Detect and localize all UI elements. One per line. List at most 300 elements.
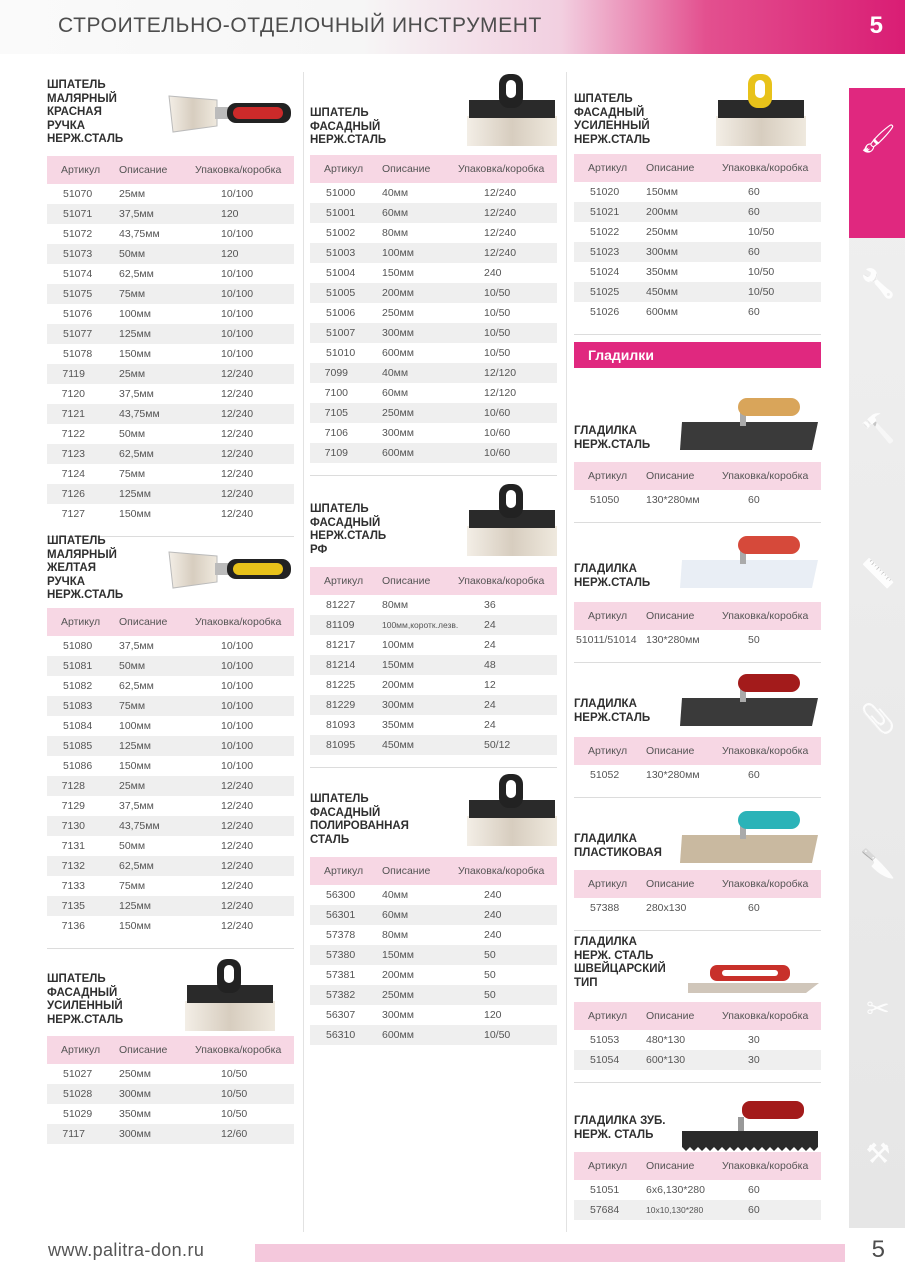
cell-desc: 6х6,130*280	[646, 1184, 705, 1196]
cell-desc: 250мм	[382, 307, 414, 319]
cell-sku: 51073	[63, 248, 93, 260]
cell-pack: 10/100	[221, 640, 254, 652]
cell-sku: 51077	[63, 328, 93, 340]
header-sku: Артикул	[324, 575, 364, 587]
product-table	[310, 155, 557, 463]
cell-sku: 51022	[590, 226, 620, 238]
cell-desc: 10х10,130*280	[646, 1205, 704, 1215]
cell-desc: 300мм	[119, 1088, 151, 1100]
product-table	[47, 156, 294, 524]
knife-icon[interactable]: 🔪	[860, 847, 896, 879]
cell-sku: 7135	[61, 900, 85, 912]
product-table	[574, 737, 821, 785]
facade-spatula-polished-icon	[465, 770, 560, 853]
table-row	[574, 262, 821, 282]
cell-desc: 37,5мм	[119, 800, 154, 812]
table-row	[310, 443, 557, 463]
cell-desc: 75мм	[119, 288, 146, 300]
table-row	[47, 344, 294, 364]
table-row	[47, 304, 294, 324]
pruner-icon[interactable]: ✂	[866, 992, 890, 1024]
table-row	[47, 836, 294, 856]
cell-pack: 60	[748, 1204, 760, 1216]
table-header	[310, 857, 557, 885]
cell-pack: 10/50	[748, 286, 775, 298]
cell-pack: 12/240	[221, 368, 254, 380]
cell-pack: 24	[484, 699, 496, 711]
header-sku: Артикул	[588, 610, 628, 622]
product-title: ГЛАДИЛКА НЕРЖ.СТАЛЬ	[574, 425, 651, 451]
cell-sku: 81095	[326, 739, 356, 751]
cell-sku: 51082	[63, 680, 93, 692]
footer-url[interactable]: www.palitra-don.ru	[48, 1240, 205, 1260]
product-title: ШПАТЕЛЬ ФАСАДНЫЙ УСИЛЕННЫЙ НЕРЖ.СТАЛЬ	[574, 93, 651, 146]
table-header	[574, 154, 821, 182]
cell-sku: 51085	[63, 740, 93, 752]
cell-pack: 10/100	[221, 348, 254, 360]
cell-sku: 51023	[590, 246, 620, 258]
cell-sku: 7136	[61, 920, 85, 932]
cell-pack: 240	[484, 929, 502, 941]
cell-pack: 12/240	[221, 900, 254, 912]
cell-sku: 81227	[326, 599, 356, 611]
header-sku: Артикул	[588, 878, 628, 890]
cell-sku: 7117	[62, 1128, 85, 1140]
product-title: ШПАТЕЛЬ МАЛЯРНЫЙ ЖЕЛТАЯ РУЧКА НЕРЖ.СТАЛЬ	[47, 535, 124, 601]
trowel-red-handle-icon	[678, 530, 820, 595]
cell-sku: 81229	[326, 699, 356, 711]
cell-pack: 10/100	[221, 188, 254, 200]
cell-desc: 75мм	[119, 700, 146, 712]
table-row	[310, 945, 557, 965]
cell-sku: 81093	[326, 719, 356, 731]
cell-sku: 51072	[63, 228, 93, 240]
table-row	[310, 203, 557, 223]
cell-pack: 12/240	[221, 880, 254, 892]
cell-pack: 10/100	[221, 700, 254, 712]
header-sku: Артикул	[324, 865, 364, 877]
cell-desc: 200мм	[382, 287, 414, 299]
header-desc: Описание	[646, 610, 695, 622]
cell-desc: 350мм	[382, 719, 414, 731]
trowel-swiss-icon	[686, 955, 821, 1000]
product-table	[574, 1152, 821, 1220]
cell-pack: 12	[484, 679, 496, 691]
table-row	[47, 1084, 294, 1104]
table-row	[47, 384, 294, 404]
cell-pack: 10/100	[221, 760, 254, 772]
cell-sku: 51074	[63, 268, 93, 280]
cell-desc: 150мм	[646, 186, 678, 198]
cell-pack: 12/120	[484, 387, 517, 399]
product-table	[47, 608, 294, 936]
cell-desc: 43,75мм	[119, 408, 160, 420]
header-desc: Описание	[382, 163, 431, 175]
header-pack: Упаковка/коробка	[722, 162, 809, 174]
cell-desc: 50мм	[119, 248, 146, 260]
table-row	[310, 263, 557, 283]
product-title: ШПАТЕЛЬ ФАСАДНЫЙ УСИЛЕННЫЙ НЕРЖ.СТАЛЬ	[47, 973, 124, 1026]
cell-pack: 120	[484, 1009, 502, 1021]
cell-desc: 80мм	[382, 227, 409, 239]
cell-sku: 81109	[326, 619, 355, 631]
cell-sku: 7106	[324, 427, 348, 439]
cell-sku: 7123	[61, 448, 85, 460]
table-row	[47, 696, 294, 716]
product-title: ГЛАДИЛКА НЕРЖ.СТАЛЬ	[574, 698, 651, 724]
table-row	[47, 876, 294, 896]
header-desc: Описание	[646, 745, 695, 757]
cell-sku: 81225	[326, 679, 356, 691]
table-row	[574, 1030, 821, 1050]
cell-pack: 10/50	[484, 1029, 511, 1041]
cell-pack: 10/50	[748, 266, 775, 278]
table-row	[310, 223, 557, 243]
wrench-icon[interactable]: 🔧	[860, 267, 896, 299]
cell-desc: 600мм	[646, 306, 678, 318]
footer-page-number: 5	[871, 1236, 885, 1263]
cell-pack: 60	[748, 1184, 760, 1196]
cell-desc: 80мм	[382, 929, 409, 941]
header-pack: Упаковка/коробка	[195, 164, 282, 176]
cell-pack: 10/50	[748, 226, 775, 238]
header-sku: Артикул	[588, 470, 628, 482]
cell-desc: 600мм	[382, 1029, 414, 1041]
cell-desc: 250мм	[382, 407, 414, 419]
block-divider	[574, 930, 821, 931]
header-desc: Описание	[119, 164, 168, 176]
cell-sku: 51052	[590, 769, 620, 781]
cell-sku: 51011/51014	[576, 634, 637, 646]
table-row	[310, 283, 557, 303]
cell-desc: 43,75мм	[119, 228, 160, 240]
table-header	[574, 1152, 821, 1180]
cell-desc: 150мм	[119, 508, 151, 520]
cell-sku: 56307	[326, 1009, 356, 1021]
cell-sku: 57684	[590, 1204, 620, 1216]
table-row	[47, 1104, 294, 1124]
table-row	[310, 303, 557, 323]
product-table	[574, 1002, 821, 1070]
cell-pack: 240	[484, 909, 502, 921]
cell-pack: 10/50	[484, 287, 511, 299]
cell-desc: 150мм	[382, 267, 414, 279]
cell-pack: 12/60	[221, 1128, 248, 1140]
cell-desc: 80мм	[382, 599, 409, 611]
cell-pack: 60	[748, 206, 760, 218]
table-row	[310, 183, 557, 203]
header-sku: Артикул	[588, 1010, 628, 1022]
cell-pack: 10/60	[484, 407, 511, 419]
cell-sku: 7121	[61, 408, 85, 420]
header-pack: Упаковка/коробка	[722, 1160, 809, 1172]
table-row	[47, 264, 294, 284]
hammer-icon[interactable]: 🔨	[860, 412, 896, 444]
cell-pack: 12/240	[484, 207, 517, 219]
cell-sku: 7126	[61, 488, 85, 500]
cell-pack: 10/50	[221, 1108, 248, 1120]
cell-sku: 56300	[326, 889, 356, 901]
product-table	[47, 1036, 294, 1144]
cell-sku: 51084	[63, 720, 93, 732]
header-sku: Артикул	[61, 616, 101, 628]
cell-pack: 10/50	[484, 327, 511, 339]
table-row	[47, 816, 294, 836]
table-row	[310, 655, 557, 675]
cell-sku: 51020	[590, 186, 620, 198]
cell-pack: 10/100	[221, 228, 254, 240]
cell-sku: 57381	[326, 969, 356, 981]
block-divider	[574, 662, 821, 663]
cell-pack: 12/240	[484, 187, 517, 199]
table-row	[310, 615, 557, 635]
cell-desc: 350мм	[119, 1108, 151, 1120]
product-title: ГЛАДИЛКА НЕРЖ. СТАЛЬ ШВЕЙЦАРСКИЙ ТИП	[574, 936, 666, 989]
cell-desc: 75мм	[119, 880, 146, 892]
cell-desc: 43,75мм	[119, 820, 160, 832]
cell-pack: 120	[221, 248, 239, 260]
cell-desc: 100мм,коротк.лезв.	[382, 620, 459, 630]
table-header	[47, 156, 294, 184]
cell-sku: 51003	[326, 247, 356, 259]
stapler-icon[interactable]: 📎	[860, 702, 896, 734]
cell-desc: 50мм	[119, 660, 146, 672]
cell-pack: 30	[748, 1034, 760, 1046]
column-divider	[566, 72, 567, 1232]
cell-sku: 51029	[63, 1108, 93, 1120]
cell-sku: 7127	[61, 508, 85, 520]
section-title-smoothers: Гладилки	[574, 342, 821, 368]
cell-desc: 480*130	[646, 1034, 686, 1046]
table-row	[47, 324, 294, 344]
cell-desc: 60мм	[382, 909, 409, 921]
cell-desc: 62,5мм	[119, 448, 154, 460]
header-pack: Упаковка/коробка	[458, 163, 545, 175]
tools-icon[interactable]: ⚒	[865, 1137, 891, 1169]
cell-sku: 81217	[326, 639, 356, 651]
cell-pack: 12/240	[221, 448, 254, 460]
cell-desc: 40мм	[382, 187, 409, 199]
cell-pack: 10/60	[484, 427, 511, 439]
product-title: ШПАТЕЛЬ ФАСАДНЫЙ ПОЛИРОВАННАЯ СТАЛЬ	[310, 793, 409, 846]
cell-desc: 40мм	[382, 367, 409, 379]
cell-sku: 51006	[326, 307, 356, 319]
cell-pack: 12/240	[221, 800, 254, 812]
cell-desc: 300мм	[119, 1128, 151, 1140]
cell-desc: 280х130	[646, 902, 687, 914]
cell-sku: 7119	[62, 368, 85, 380]
cell-desc: 100мм	[119, 308, 151, 320]
cell-pack: 60	[748, 246, 760, 258]
cell-sku: 51024	[590, 266, 620, 278]
table-row	[310, 423, 557, 443]
cell-sku: 7128	[61, 780, 85, 792]
table-row	[574, 1050, 821, 1070]
cell-sku: 7133	[61, 880, 85, 892]
product-title: ШПАТЕЛЬ МАЛЯРНЫЙ КРАСНАЯ РУЧКА НЕРЖ.СТАЛЬ	[47, 79, 124, 145]
product-title: ШПАТЕЛЬ ФАСАДНЫЙ НЕРЖ.СТАЛЬ	[310, 107, 387, 146]
cell-desc: 60мм	[382, 387, 409, 399]
cell-sku: 51051	[590, 1184, 620, 1196]
cell-desc: 300мм	[646, 246, 678, 258]
table-row	[310, 1025, 557, 1045]
column-divider	[303, 72, 304, 1232]
trowel-wood-handle-icon	[678, 392, 820, 457]
cell-desc: 40мм	[382, 889, 409, 901]
header-pack: Упаковка/коробка	[722, 1010, 809, 1022]
table-header	[574, 462, 821, 490]
facade-spatula-icon	[465, 70, 560, 153]
cell-desc: 100мм	[382, 639, 414, 651]
cell-desc: 300мм	[382, 427, 414, 439]
cell-desc: 25мм	[119, 188, 146, 200]
cell-sku: 51007	[326, 327, 356, 339]
block-divider	[574, 522, 821, 523]
trowel-dark-red-handle-icon	[678, 668, 820, 733]
table-row	[310, 323, 557, 343]
cell-sku: 7122	[61, 428, 85, 440]
cell-sku: 56310	[326, 1029, 356, 1041]
header-sku: Артикул	[588, 162, 628, 174]
table-row	[310, 403, 557, 423]
table-row	[47, 184, 294, 204]
table-row	[47, 504, 294, 524]
cell-sku: 51071	[63, 208, 93, 220]
cell-desc: 50мм	[119, 428, 146, 440]
table-row	[47, 756, 294, 776]
cell-pack: 50	[484, 949, 496, 961]
cell-pack: 10/100	[221, 268, 254, 280]
product-table	[574, 870, 821, 918]
table-header	[310, 567, 557, 595]
cell-desc: 300мм	[382, 699, 414, 711]
header-pack: Упаковка/коробка	[458, 575, 545, 587]
header-sku: Артикул	[61, 1044, 101, 1056]
trowel-plastic-icon	[678, 805, 820, 870]
cell-sku: 51026	[590, 306, 620, 318]
table-row	[47, 364, 294, 384]
header-desc: Описание	[646, 878, 695, 890]
header-desc: Описание	[646, 1160, 695, 1172]
table-row	[574, 242, 821, 262]
cell-pack: 12/240	[221, 428, 254, 440]
cell-desc: 130*280мм	[646, 494, 700, 506]
cell-pack: 12/240	[221, 408, 254, 420]
cell-pack: 10/100	[221, 740, 254, 752]
cell-sku: 7130	[61, 820, 85, 832]
cell-desc: 600мм	[382, 447, 414, 459]
cell-desc: 50мм	[119, 840, 146, 852]
table-row	[47, 736, 294, 756]
table-header	[574, 737, 821, 765]
table-row	[574, 490, 821, 510]
table-row	[310, 675, 557, 695]
cell-sku: 57388	[590, 902, 620, 914]
footer-bar	[255, 1244, 845, 1262]
cell-pack: 12/120	[484, 367, 517, 379]
cell-sku: 51002	[326, 227, 356, 239]
cell-pack: 10/100	[221, 680, 254, 692]
table-row	[310, 695, 557, 715]
table-row	[574, 182, 821, 202]
cell-pack: 10/50	[221, 1088, 248, 1100]
cell-pack: 12/240	[221, 468, 254, 480]
facade-spatula-reinforced-icon	[183, 955, 278, 1038]
table-row	[47, 424, 294, 444]
cell-sku: 51070	[63, 188, 93, 200]
tape-measure-icon[interactable]: 📏	[860, 557, 896, 589]
table-row	[47, 484, 294, 504]
brush-icon[interactable]: 🖌	[860, 122, 896, 154]
cell-desc: 200мм	[382, 679, 414, 691]
paint-scraper-yellow-handle-icon	[167, 546, 292, 601]
table-header	[47, 608, 294, 636]
cell-pack: 10/50	[484, 347, 511, 359]
header-desc: Описание	[646, 470, 695, 482]
table-row	[310, 985, 557, 1005]
block-divider	[310, 767, 557, 768]
cell-sku: 7129	[61, 800, 85, 812]
header-sku: Артикул	[588, 1160, 628, 1172]
cell-sku: 51028	[63, 1088, 93, 1100]
cell-sku: 51050	[590, 494, 620, 506]
cell-sku: 51086	[63, 760, 93, 772]
cell-pack: 24	[484, 639, 496, 651]
header-sku: Артикул	[61, 164, 101, 176]
cell-sku: 81214	[326, 659, 356, 671]
header-pack: Упаковка/коробка	[458, 865, 545, 877]
table-row	[574, 898, 821, 918]
header-page-number: 5	[869, 12, 883, 39]
table-row	[47, 916, 294, 936]
cell-pack: 48	[484, 659, 496, 671]
block-divider	[574, 797, 821, 798]
cell-pack: 60	[748, 902, 760, 914]
cell-desc: 37,5мм	[119, 640, 154, 652]
cell-pack: 10/100	[221, 288, 254, 300]
header-desc: Описание	[119, 616, 168, 628]
cell-desc: 450мм	[646, 286, 678, 298]
cell-desc: 100мм	[382, 247, 414, 259]
header-desc: Описание	[646, 1010, 695, 1022]
cell-desc: 130*280мм	[646, 634, 700, 646]
header-pack: Упаковка/коробка	[722, 470, 809, 482]
header-desc: Описание	[382, 865, 431, 877]
cell-sku: 7132	[61, 860, 85, 872]
cell-pack: 60	[748, 306, 760, 318]
table-row	[47, 244, 294, 264]
table-row	[310, 735, 557, 755]
header-desc: Описание	[119, 1044, 168, 1056]
cell-sku: 51010	[326, 347, 356, 359]
cell-desc: 125мм	[119, 488, 151, 500]
cell-pack: 12/240	[221, 820, 254, 832]
cell-sku: 7105	[324, 407, 348, 419]
cell-desc: 300мм	[382, 327, 414, 339]
facade-spatula-rf-icon	[465, 480, 560, 563]
cell-pack: 60	[748, 186, 760, 198]
cell-pack: 24	[484, 619, 496, 631]
cell-sku: 51078	[63, 348, 93, 360]
header-desc: Описание	[382, 575, 431, 587]
cell-sku: 7100	[324, 387, 348, 399]
table-row	[310, 363, 557, 383]
cell-pack: 12/240	[221, 780, 254, 792]
cell-desc: 200мм	[382, 969, 414, 981]
cell-desc: 450мм	[382, 739, 414, 751]
cell-pack: 36	[484, 599, 496, 611]
table-row	[574, 222, 821, 242]
